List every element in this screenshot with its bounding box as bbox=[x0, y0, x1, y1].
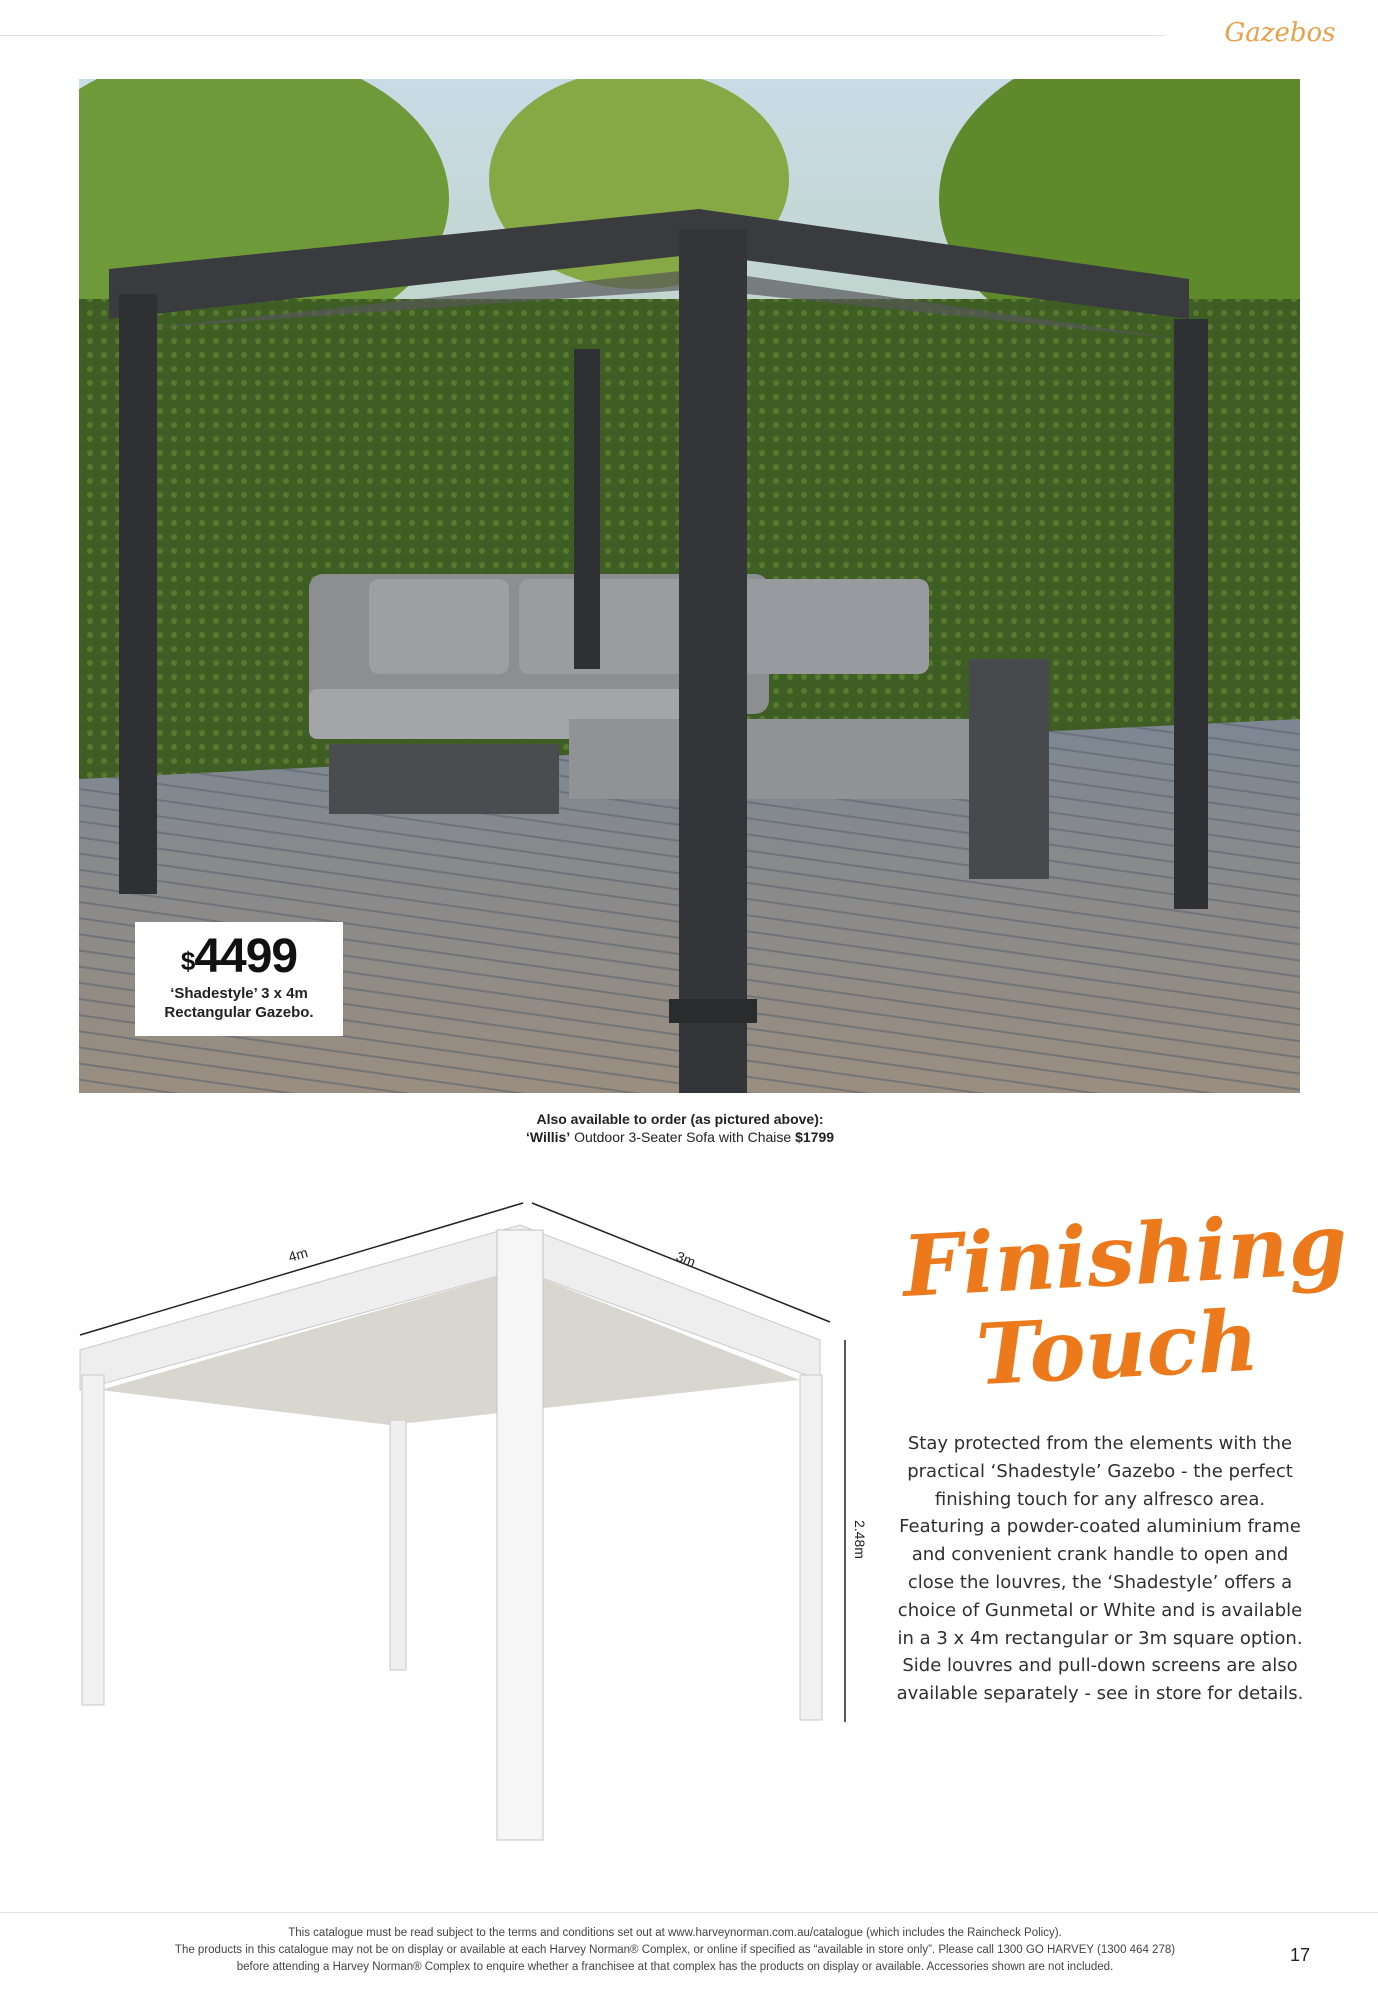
depth-label: 3m bbox=[673, 1247, 698, 1271]
post-left bbox=[82, 1375, 104, 1705]
also-available-caption: Also available to order (as pictured above): ‘Willis’ Outdoor 3-Seater Sofa with Chaise $1799 bbox=[525, 1111, 835, 1145]
price-badge bbox=[135, 922, 343, 1036]
post-back bbox=[390, 1420, 406, 1670]
product-name-line1: ‘Shadestyle’ 3 x 4m bbox=[170, 985, 308, 1002]
section-tag: Gazebos bbox=[1224, 18, 1336, 48]
post-front bbox=[497, 1230, 543, 1840]
feature-body: Stay protected from the elements with the practical ‘Shadestyle’ Gazebo - the perfect finishing touch for any alfresco area. Featuring a powder-coated aluminium frame and convenient crank handle to open and close the louvres, the ‘Shadestyle’ offers a choice of Gunmetal or White and is available in a 3 x 4m rectangular or 3m square option. Side louvres and pull-down screens are also available separately - see in store for details. bbox=[896, 1433, 1304, 1705]
legal-text: This catalogue must be read subject to the terms and conditions set out at www.harveynorman.com.au/catalogue (which includes the Raincheck Policy). The products in this catalogue may not be on display or available at each Harvey Norman® Complex, or online if specified as “available in store only”. Please call 1300 GO HARVEY (1300 464 278) before attending a Harvey Norman® Complex to enquire whether a franchisee at that complex has the products on display or available. Accessories shown are not included. bbox=[174, 1927, 1176, 1973]
feature-heading: Finishing Touch bbox=[900, 1193, 1350, 1405]
footer-divider bbox=[0, 1912, 1378, 1913]
top-divider bbox=[0, 35, 1165, 36]
page-number: 17 bbox=[1290, 1945, 1311, 1965]
price: $4499 bbox=[180, 930, 298, 983]
height-label: 2.48m bbox=[852, 1520, 868, 1559]
gazebo-dimension-diagram bbox=[60, 1190, 880, 1850]
post-right bbox=[800, 1375, 822, 1720]
width-label: 4m bbox=[286, 1244, 310, 1265]
product-name-line2: Rectangular Gazebo. bbox=[164, 1004, 314, 1021]
